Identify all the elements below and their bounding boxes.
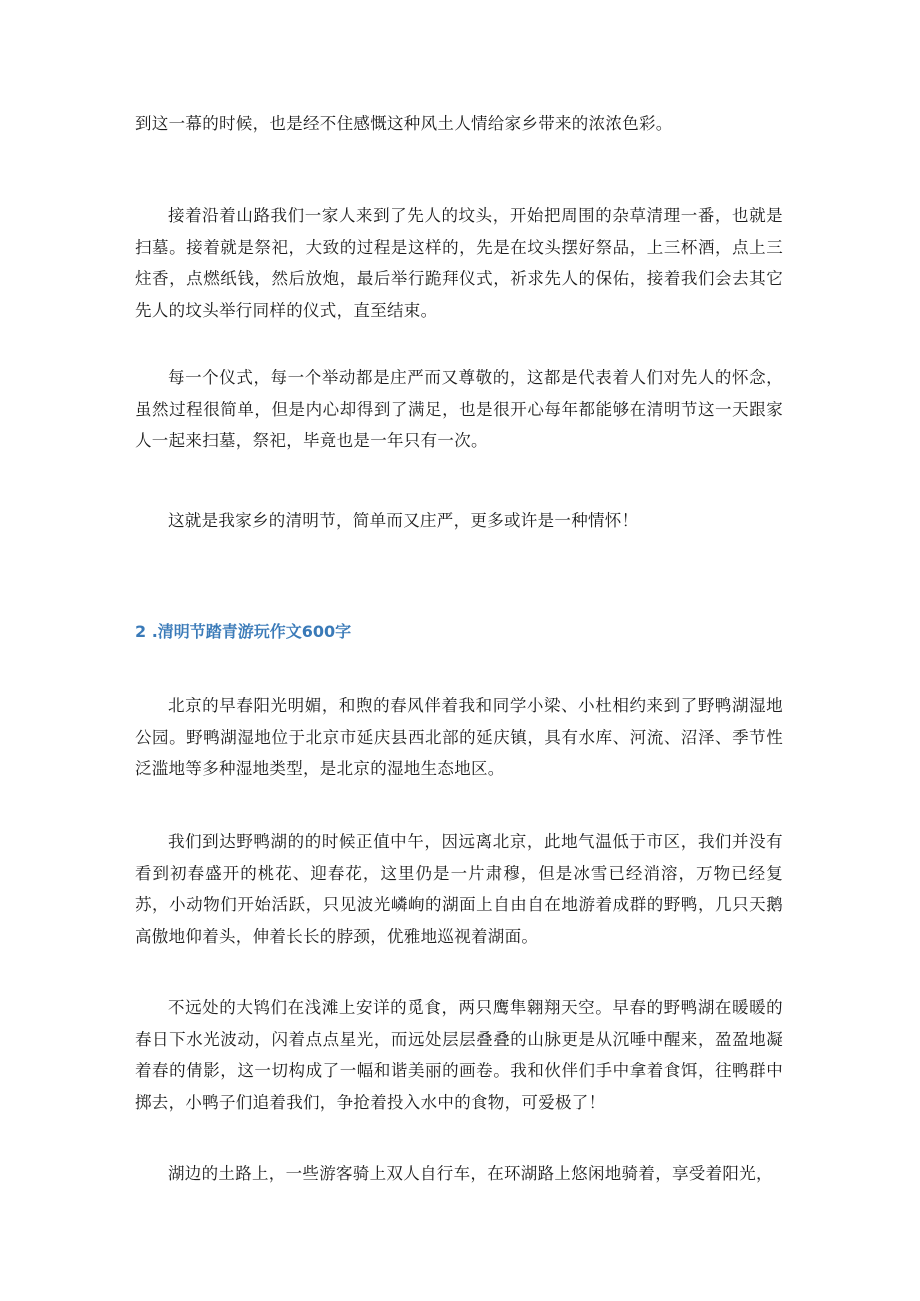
paragraph-arrival: 我们到达野鸭湖的的时候正值中午，因远离北京，此地气温低于市区，我们并没有看到初春盛开的桃花、迎春花，这里仍是一片肃穆，但是冰雪已经消溶，万物已经复苏，小动物们开始活跃，只见波光嶙峋的湖面上自由自在地游着成群的野鸭，几只天鹅高傲地仰着头，伸着长长的脖颈，优雅地巡视着湖面。 <box>135 832 783 946</box>
paragraph-ceremony: 每一个仪式，每一个举动都是庄严而又尊敬的，这都是代表着人们对先人的怀念，虽然过程很简单，但是内心却得到了满足，也是很开心每年都能够在清明节这一天跟家人一起来扫墓，祭祀，毕竟也是一年只有一次。 <box>135 368 783 450</box>
paragraph-conclusion: 这就是我家乡的清明节，简单而又庄严，更多或许是一种情怀！ <box>168 511 639 530</box>
paragraph-cyclists: 湖边的土路上，一些游客骑上双人自行车，在环湖路上悠闲地骑着，享受着阳光， <box>168 1164 773 1183</box>
section-heading: 2 .清明节踏青游玩作文600字 <box>135 622 352 641</box>
paragraph-wetland-intro: 北京的早春阳光明媚，和煦的春风伴着我和同学小梁、小杜相约来到了野鸭湖湿地公园。野鸭湖湿地位于北京市延庆县西北部的延庆镇，具有水库、河流、沼泽、季节性泛滥地等多种湿地类型，是北京的湿地生态地区。 <box>135 696 783 778</box>
paragraph-tomb-sweeping: 接着沿着山路我们一家人来到了先人的坟头，开始把周围的杂草清理一番，也就是扫墓。接着就是祭祀，大致的过程是这样的，先是在坟头摆好祭品，上三杯酒，点上三炷香，点燃纸钱，然后放炮，最后举行跪拜仪式，祈求先人的保佑，接着我们会去其它先人的坟头举行同样的仪式，直至结束。 <box>135 206 783 320</box>
paragraph-continuation: 到这一幕的时候，也是经不住感慨这种风土人情给家乡带来的浓浓色彩。 <box>135 114 673 133</box>
paragraph-scenery: 不远处的大鸨们在浅滩上安详的觅食，两只鹰隼翱翔天空。早春的野鸭湖在暖暖的春日下水光波动，闪着点点星光，而远处层层叠叠的山脉更是从沉唾中醒来，盈盈地凝着春的倩影，这一切构成了一幅和谐美丽的画卷。我和伙伴们手中拿着食饵，往鸭群中掷去，小鸭子们追着我们，争抢着投入水中的食物，可爱极了！ <box>135 998 783 1112</box>
